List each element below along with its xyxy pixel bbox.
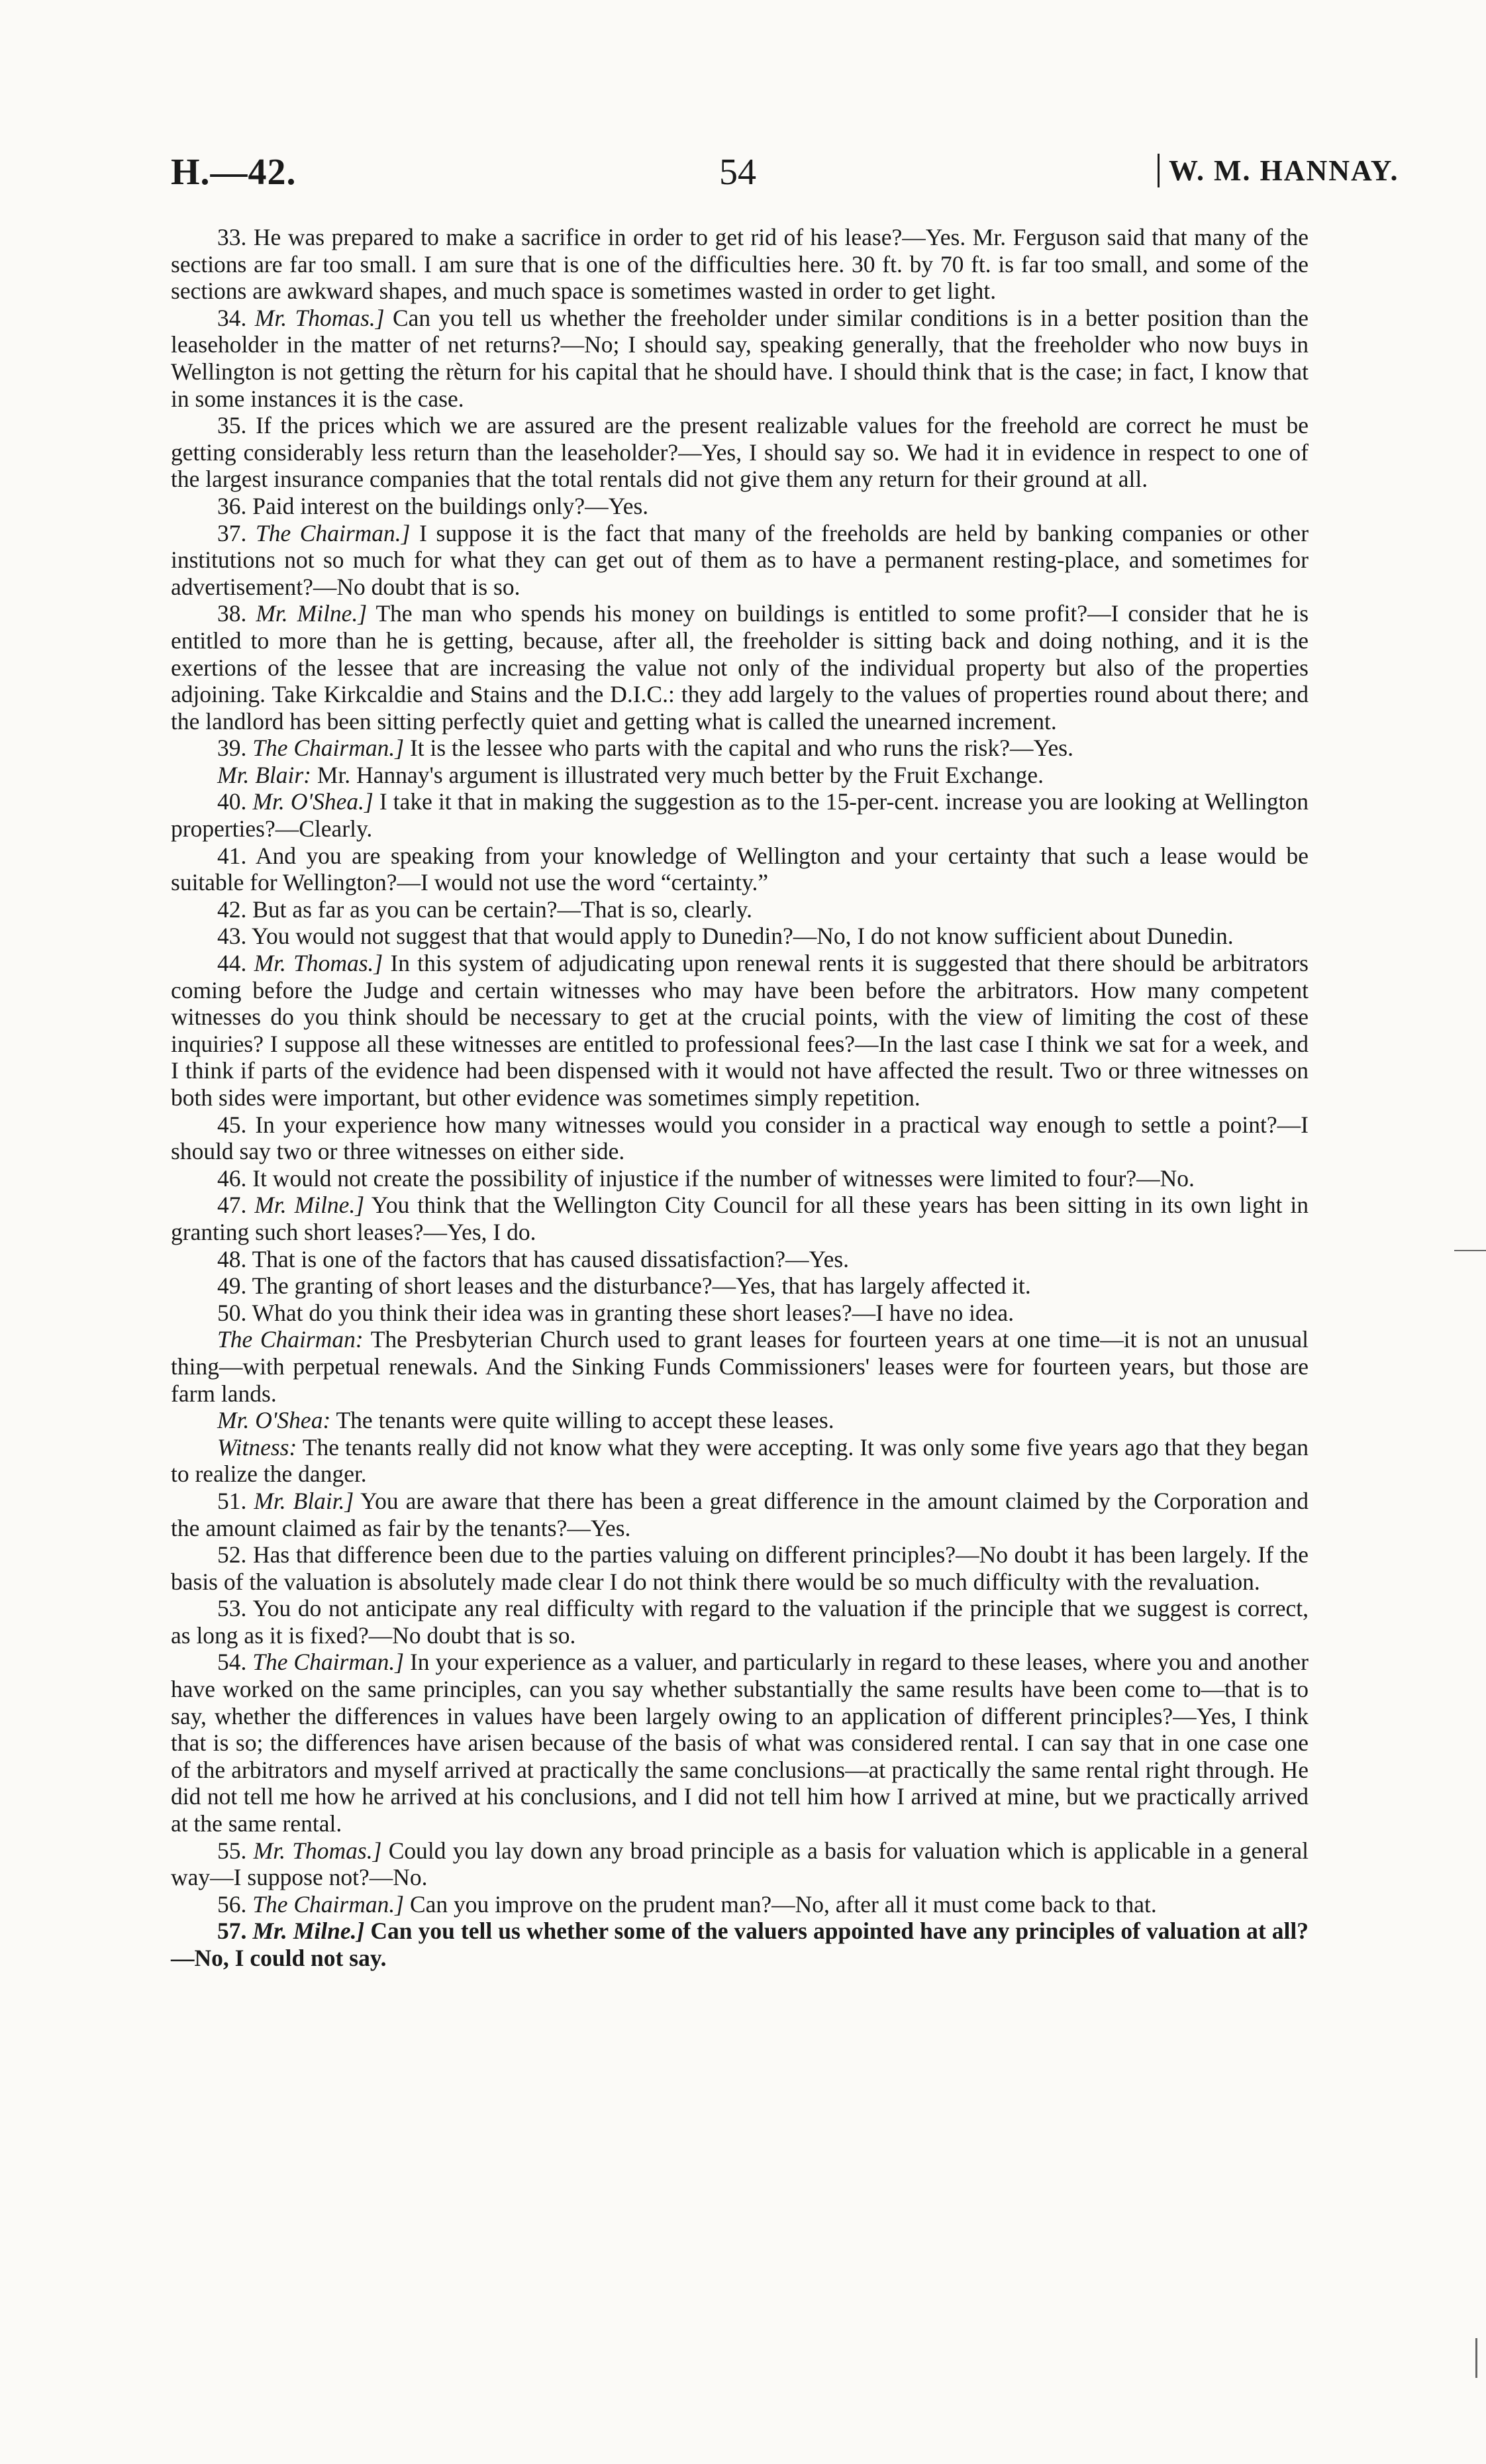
paragraph-55: 55. Mr. Thomas.] Could you lay down any broad principle as a basis for valuation which is applicable in a general way—I suppose not?—No. [171, 1837, 1309, 1891]
paragraph-57: 57. Mr. Milne.] Can you tell us whether some of the valuers appointed have any principles of valuation at all?—No, I could not say. [171, 1918, 1309, 1971]
paragraph-35: 35. If the prices which we are assured are the present realizable values for the freehold are correct he must be getting considerably less return than the leaseholder?—Yes, I should say so. We had it in evidence in respect to one of the largest insurance companies that the total rentals did not give them any return for their ground at all. [171, 412, 1309, 493]
speaker: Mr. Milne.] [254, 1192, 365, 1219]
edge-mark [1475, 2338, 1481, 2378]
paragraph-54: 54. The Chairman.] In your experience as a valuer, and particularly in regard to these leases, where you and another have worked on the same principles, can you say whether substantially the same results have been come to—that is to say, whether the differences in values have been largely owing to an application of different principles?—Yes, I think that is so; the differences have arisen because of the basis of what was considered rental. I can say that in one case one of the arbitrators and myself arrived at practically the same conclusions—at practically the same rental right through. He did not tell me how he arrived at his conclusions, and I did not tell him how I arrived at mine, but we practically arrived at the same rental. [171, 1649, 1309, 1837]
paragraph-56: 56. The Chairman.] Can you improve on the prudent man?—No, after all it must come back to that. [217, 1890, 1157, 1918]
speaker: Mr. Blair: [217, 761, 311, 788]
statement-oshea: Mr. O'Shea: The tenants were quite willing to accept these leases. [217, 1407, 834, 1434]
paragraph-33: 33. He was prepared to make a sacrifice in order to get rid of his lease?—Yes. Mr. Ferguson said that many of the sections are far too small. I am sure that is one of the difficulties here. 30 ft. by 70 ft. is far too small, and some of the sections are awkward shapes, and much space is sometimes wasted in order to get light. [171, 224, 1309, 305]
paragraph-37: 37. The Chairman.] I suppose it is the fact that many of the freeholds are held by banking companies or other institutions not so much for what they can get out of them as to have a permanent resting-place, and sometimes for advertisement?—No doubt that is so. [171, 519, 1309, 600]
statement-chairman: The Chairman: The Presbyterian Church used to grant leases for fourteen years at one time—it is not an unusual thing—with perpetual renewals. And the Sinking Funds Commissioners' leases were for fourteen years, but those are farm lands. [171, 1326, 1309, 1407]
statement-blair: Mr. Blair: Mr. Hannay's argument is illustrated very much better by the Fruit Exchange. [217, 761, 1044, 788]
paragraph-46: 46. It would not create the possibility of injustice if the number of witnesses were limited to four?—No. [217, 1164, 1195, 1192]
paragraph-43: 43. You would not suggest that that would apply to Dunedin?—No, I do not know sufficient about Dunedin. [217, 923, 1234, 950]
paragraph-50: 50. What do you think their idea was in granting these short leases?—I have no idea. [217, 1299, 1015, 1326]
paragraph-48: 48. That is one of the factors that has caused dissatisfaction?—Yes. [217, 1245, 850, 1272]
page-number: 54 [719, 152, 756, 193]
speaker: Mr. Thomas.] [254, 950, 383, 977]
paragraph-45: 45. In your experience how many witnesses would you consider in a practical way enough to settle a point?—I should say two or three witnesses on either side. [171, 1111, 1309, 1165]
document-body [171, 224, 1309, 1972]
speaker: The Chairman.] [252, 1890, 405, 1918]
paragraph-41: 41. And you are speaking from your knowledge of Wellington and your certainty that such a lease would be suitable for Wellington?—I would not use the word “certainty.” [171, 842, 1309, 896]
paragraph-51: 51. Mr. Blair.] You are aware that there has been a great difference in the amount claimed by the Corporation and the amount claimed as fair by the tenants?—Yes. [171, 1487, 1309, 1541]
paragraph-44: 44. Mr. Thomas.] In this system of adjudicating upon renewal rents it is suggested that there should be arbitrators coming before the Judge and certain witnesses who may have been before the arbitrators. How many competent witnesses do you think should be necessary to get at the crucial points, with the view of limiting the cost of these inquiries? I suppose all these witnesses are entitled to professional fees?—In the last case I think we sat for a week, and I think if parts of the evidence had been dispensed with it would not have affected the result. Two or three witnesses on both sides were important, but other evidence was sometimes simply repetition. [171, 950, 1309, 1111]
paragraph-36: 36. Paid interest on the buildings only?—Yes. [217, 492, 649, 519]
statement-witness: Witness: The tenants really did not know what they were accepting. It was only some five years ago that they began to realize the danger. [171, 1433, 1309, 1488]
paragraph-39: 39. The Chairman.] It is the lessee who parts with the capital and who runs the risk?—Yes. [217, 735, 1073, 762]
speaker: The Chairman: [217, 1326, 364, 1353]
paragraph-40: 40. Mr. O'Shea.] I take it that in making the suggestion as to the 15-per-cent. increase you are looking at Wellington properties?—Clearly. [171, 788, 1309, 843]
speaker: The Chairman.] [252, 735, 405, 762]
page-header [171, 151, 1486, 204]
paragraph-49: 49. The granting of short leases and the disturbance?—Yes, that has largely affected it. [217, 1272, 1031, 1300]
speaker: Mr. Thomas.] [254, 304, 385, 331]
paper-reference: H.—42. [171, 152, 297, 193]
speaker: Mr. Thomas.] [253, 1837, 382, 1864]
speaker: Mr. O'Shea: [217, 1407, 331, 1434]
speaker: The Chairman.] [252, 1649, 405, 1676]
speaker: The Chairman.] [255, 519, 411, 546]
margin-mark [1454, 1250, 1486, 1251]
speaker: Witness: [217, 1433, 297, 1461]
witness-name: W. M. HANNAY. [1158, 154, 1399, 187]
paragraph-42: 42. But as far as you can be certain?—That is so, clearly. [217, 896, 752, 923]
speaker: Mr. O'Shea.] [252, 788, 373, 815]
paragraph-34: 34. Mr. Thomas.] Can you tell us whether the freeholder under similar conditions is in a better position than the leaseholder in the matter of net returns?—No; I should say, speaking generally, that the freeholder who now buys in Wellington is not getting the rèturn for his capital that he should have. I should think that is the case; in fact, I know that in some instances it is the case. [171, 304, 1309, 412]
paragraph-52: 52. Has that difference been due to the parties valuing on different principles?—No doubt it has been largely. If the basis of the valuation is absolutely made clear I do not think there would be so much difficulty with the revaluation. [171, 1541, 1309, 1595]
speaker: Mr. Milne.] [252, 1918, 365, 1945]
paragraph-53: 53. You do not anticipate any real difficulty with regard to the valuation if the principle that we suggest is correct, as long as it is fixed?—No doubt that is so. [171, 1595, 1309, 1649]
paragraph-47: 47. Mr. Milne.] You think that the Wellington City Council for all these years has been sitting in its own light in granting such short leases?—Yes, I do. [171, 1192, 1309, 1245]
speaker: Mr. Blair.] [254, 1487, 354, 1514]
speaker: Mr. Milne.] [256, 600, 368, 627]
paragraph-38: 38. Mr. Milne.] The man who spends his money on buildings is entitled to some profit?—I consider that he is entitled to more than he is getting, because, after all, the freeholder is sitting back and doing nothing, and it is the exertions of the lessee that are increasing the value not only of the individual property but also of the properties adjoining. Take Kirkcaldie and Stains and the D.I.C.: they add largely to the values of properties round about there; and the landlord has been sitting perfectly quiet and getting what is called the unearned increment. [171, 600, 1309, 735]
